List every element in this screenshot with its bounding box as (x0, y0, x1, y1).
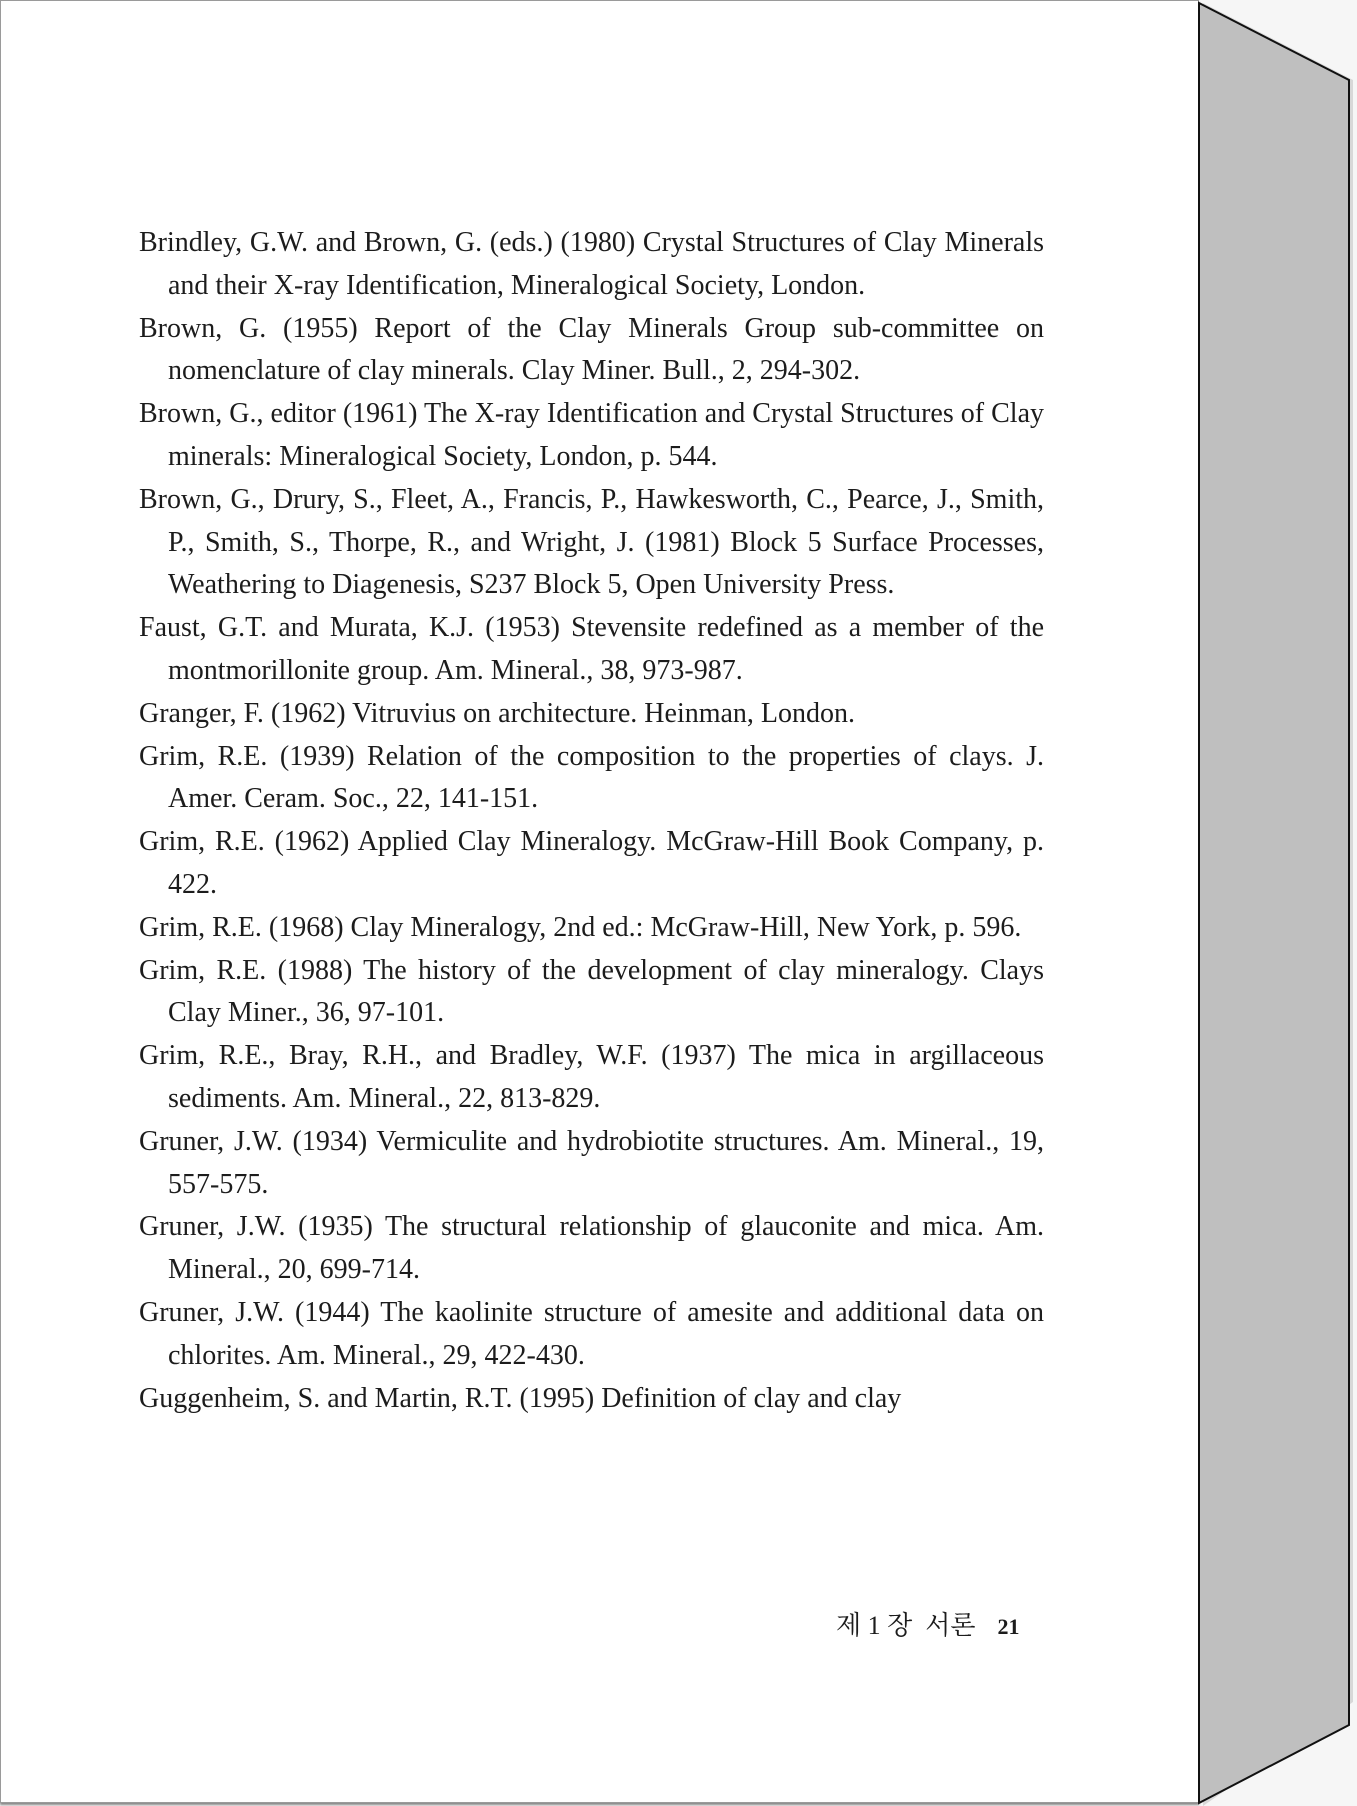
reference-entry: Grim, R.E. (1939) Relation of the composition to the properties of clays. J. Amer. Ceram. Soc., 22, 141-151. (139, 740, 1044, 815)
reference-entry: Grim, R.E. (1968) Clay Mineralogy, 2nd ed.: McGraw-Hill, New York, p. 596. (139, 911, 1022, 943)
reference-entry: Guggenheim, S. and Martin, R.T. (1995) Definition of clay and clay (139, 1382, 902, 1414)
reference-entry: Brown, G., Drury, S., Fleet, A., Francis, P., Hawkesworth, C., Pearce, J., Smith, P., Smith, S., Thorpe, R., and Wright, J. (1981) Block 5 Surface Processes, Weathering to Diagenesis, S237 Block 5, Open University Press. (139, 483, 1044, 601)
reference-entry: Grim, R.E., Bray, R.H., and Bradley, W.F. (1937) The mica in argillaceous sediments. Am. Mineral., 22, 813-829. (139, 1040, 1044, 1114)
reference-entry: Faust, G.T. and Murata, K.J. (1953) Stevensite redefined as a member of the montmorillonite group. Am. Mineral., 38, 973-987. (139, 612, 1044, 686)
reference-entry: Brown, G., editor (1961) The X-ray Identification and Crystal Structures of Clay minerals: Mineralogical Society, London, p. 544. (139, 398, 1044, 472)
reference-entry: Brown, G. (1955) Report of the Clay Minerals Group sub-committee on nomenclature of clay minerals. Clay Miner. Bull., 2, 294-302. (139, 312, 1044, 387)
reference-entry: Gruner, J.W. (1935) The structural relationship of glauconite and mica. Am. Mineral., 20, 699-714. (139, 1211, 1044, 1286)
book-page-edge (1199, 3, 1349, 1803)
page-number: 21 (997, 1614, 1020, 1639)
reference-entry: Grim, R.E. (1962) Applied Clay Mineralogy. McGraw-Hill Book Company, p. 422. (139, 826, 1044, 900)
reference-entry: Brindley, G.W. and Brown, G. (eds.) (1980) Crystal Structures of Clay Minerals and their X-ray Identification, Mineralogical Society, London. (139, 227, 1044, 301)
reference-entry: Grim, R.E. (1988) The history of the development of clay mineralogy. Clays Clay Miner., 36, 97-101. (139, 954, 1044, 1029)
chapter-title: 제 1 장 서론 (836, 1611, 976, 1640)
reference-entry: Gruner, J.W. (1934) Vermiculite and hydrobiotite structures. Am. Mineral., 19, 557-575. (139, 1125, 1044, 1200)
reference-entry: Granger, F. (1962) Vitruvius on architecture. Heinman, London. (139, 697, 856, 729)
reference-entry: Gruner, J.W. (1944) The kaolinite structure of amesite and additional data on chlorites. Am. Mineral., 29, 422-430. (139, 1296, 1044, 1371)
